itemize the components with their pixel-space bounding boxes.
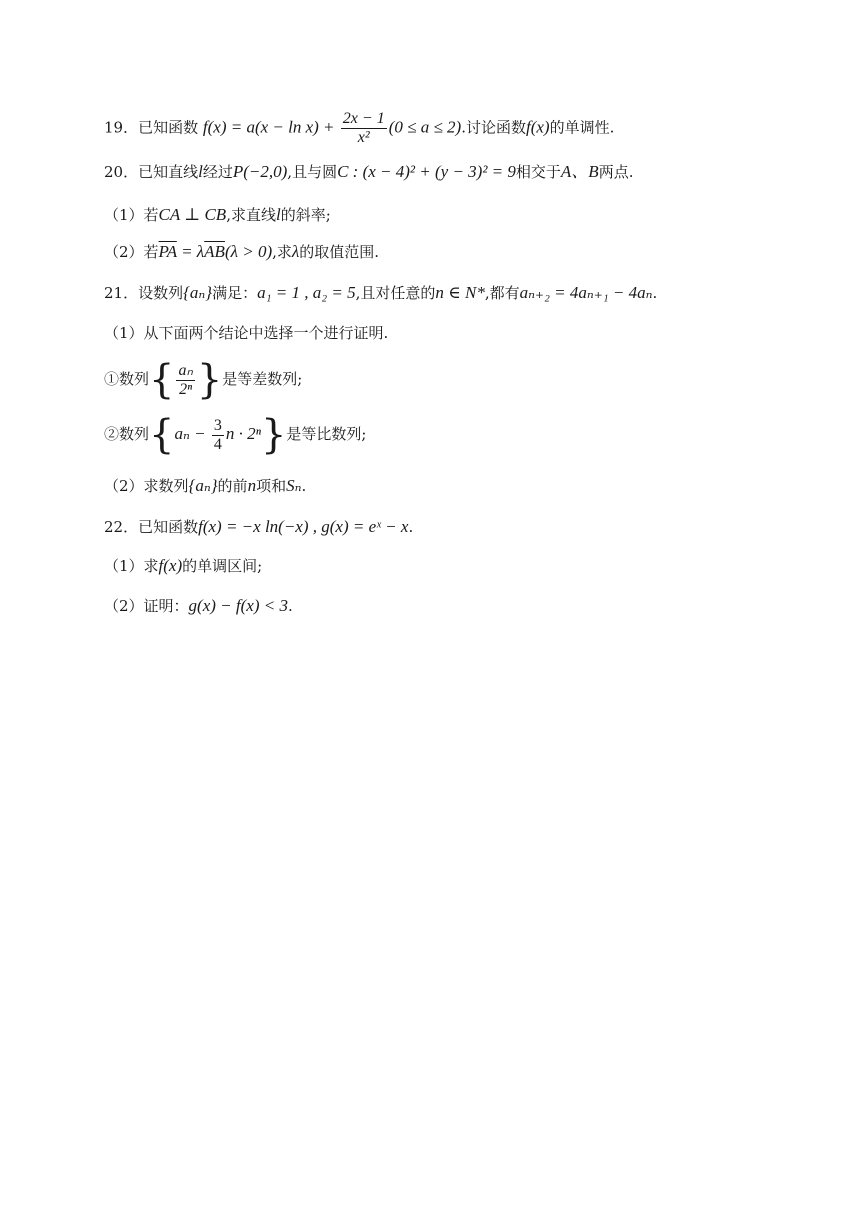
question-number: 19． <box>104 118 139 137</box>
question-text: 满足： <box>212 284 258 302</box>
sequence-expression: {aₙ} <box>183 283 213 302</box>
right-brace-icon: } <box>196 357 223 403</box>
part-label: （1）求 <box>104 557 159 575</box>
question-20-part-1 <box>104 203 331 227</box>
point-expression: P(−2,0) <box>232 162 288 181</box>
question-text: . <box>408 518 414 536</box>
question-text: ,且对任意的 <box>355 284 436 302</box>
fraction-denominator: 4 <box>213 435 222 453</box>
right-brace-icon: } <box>260 412 287 458</box>
question-text: 已知函数 <box>138 518 199 536</box>
n-domain: n ∈ N* <box>435 283 485 302</box>
question-text: 的单调性. <box>549 118 615 137</box>
question-text: 相交于 <box>515 163 561 181</box>
left-brace-icon: { <box>149 412 175 458</box>
question-20-part-2 <box>104 240 379 264</box>
question-22-part-1 <box>104 554 262 578</box>
n-variable: n <box>247 476 257 495</box>
question-text: 经过 <box>202 163 233 181</box>
vector-ab: $\overline{AB}$ <box>204 242 225 261</box>
option-text: 是等比数列; <box>286 425 367 443</box>
function-expression: f(x) <box>158 556 183 575</box>
question-text: . <box>287 597 293 615</box>
function-definitions: f(x) = −x ln(−x) , g(x) = eˣ − x <box>198 517 409 536</box>
question-text: 两点. <box>598 163 634 181</box>
question-text: 已知直线 <box>138 163 199 181</box>
sum-symbol: Sₙ <box>286 476 302 495</box>
left-brace-icon: { <box>149 357 175 403</box>
question-number: 20． <box>104 163 139 181</box>
vector-pa: $\overline{PA}$ <box>158 242 177 261</box>
question-number: 22． <box>104 518 139 536</box>
perpendicular-expression: CA ⊥ CB <box>158 205 227 224</box>
question-text: 的取值范围. <box>299 243 380 261</box>
points-label: A、B <box>560 162 599 181</box>
function-expression: f(x) = a(x − ln x) + <box>202 117 339 137</box>
fraction-denominator: 2ⁿ <box>179 380 193 398</box>
fraction <box>176 362 194 399</box>
question-21-part-1 <box>104 321 388 345</box>
question-text: ,求直线 <box>226 206 276 224</box>
question-21-option-1 <box>104 357 303 403</box>
question-20 <box>104 160 633 184</box>
question-text: . <box>301 477 307 495</box>
sequence-term: aₙ − <box>174 424 210 443</box>
fraction-numerator: 3 <box>213 416 222 434</box>
initial-values: a₁ = 1 , a₂ = 5 <box>257 283 356 302</box>
fraction-numerator: 2x − 1 <box>342 110 385 127</box>
part-label: （2）若 <box>104 243 159 261</box>
question-22 <box>104 515 413 539</box>
part-label: （2）证明： <box>104 597 189 615</box>
recurrence-relation: aₙ₊₂ = 4aₙ₊₁ − 4aₙ <box>519 283 653 302</box>
lambda-condition: (λ > 0) <box>224 242 273 261</box>
question-text: .讨论函数 <box>461 118 526 137</box>
question-19 <box>104 110 614 147</box>
question-21-part-2 <box>104 474 306 498</box>
question-21-option-2 <box>104 412 367 458</box>
fraction <box>212 417 224 454</box>
sequence-term: n · 2ⁿ <box>225 424 261 443</box>
question-text: . <box>652 284 658 302</box>
fraction-denominator: x² <box>357 129 370 146</box>
fraction-numerator: aₙ <box>178 361 193 379</box>
question-text: ,且与圆 <box>287 163 338 181</box>
line-variable: l <box>275 205 281 224</box>
part-label: （2）求数列 <box>104 477 189 495</box>
line-variable: l <box>198 162 203 181</box>
question-text: 的斜率; <box>280 206 331 224</box>
domain-condition: (0 ≤ a ≤ 2) <box>388 117 462 137</box>
option-label: ①数列 <box>104 370 150 388</box>
question-text: ,求 <box>272 243 292 261</box>
option-text: 是等差数列; <box>222 370 303 388</box>
question-text: 设数列 <box>138 284 184 302</box>
question-text: 的单调区间; <box>182 557 263 575</box>
lambda-symbol: λ <box>291 242 300 261</box>
inequality-expression: g(x) − f(x) < 3 <box>188 596 288 615</box>
part-text: （1）从下面两个结论中选择一个进行证明. <box>104 324 389 342</box>
vector-equation: = λ <box>176 242 205 261</box>
question-21 <box>104 281 657 305</box>
question-22-part-2 <box>104 594 293 618</box>
question-text: ,都有 <box>484 284 520 302</box>
function-expression: f(x) <box>525 117 550 137</box>
question-number: 21． <box>104 284 139 302</box>
part-label: （1）若 <box>104 206 159 224</box>
sequence-expression: {aₙ} <box>188 476 218 495</box>
option-label: ②数列 <box>104 425 150 443</box>
question-text: 的前 <box>217 477 248 495</box>
circle-equation: C : (x − 4)² + (y − 3)² = 9 <box>337 162 516 181</box>
question-text: 已知函数 <box>138 118 199 137</box>
question-text: 项和 <box>256 477 287 495</box>
fraction <box>341 110 387 147</box>
